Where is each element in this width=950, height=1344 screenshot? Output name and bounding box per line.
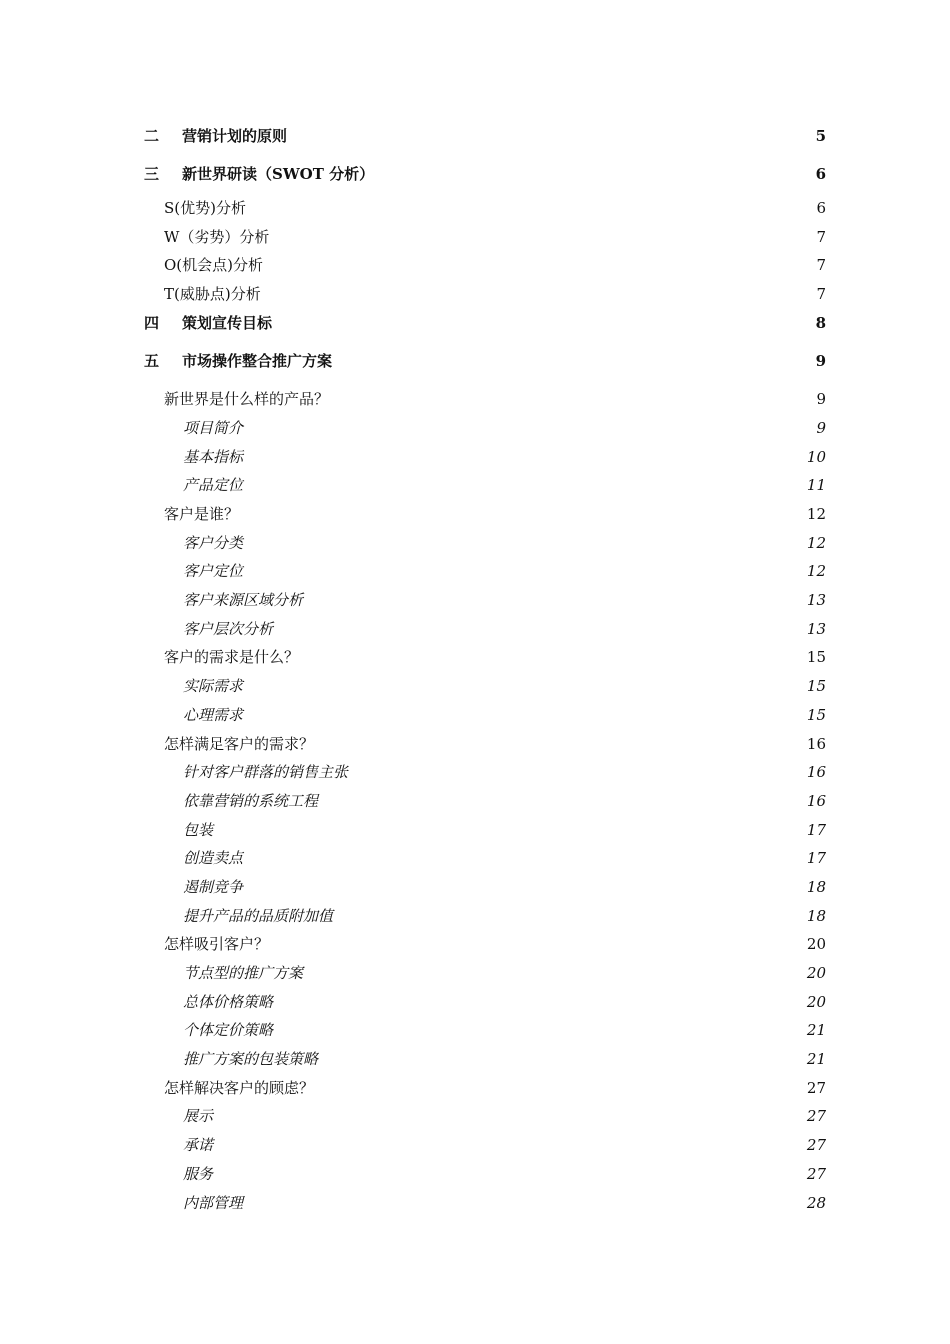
toc-entry-page: 12 — [806, 533, 826, 552]
toc-entry[interactable] — [144, 1131, 826, 1160]
toc-entry-title: 创造卖点 — [183, 849, 244, 868]
toc-entry-number: 五 — [144, 351, 160, 370]
toc-entry-title: 策划宣传目标 — [182, 313, 273, 332]
toc-entry-title: 客户层次分析 — [183, 619, 274, 638]
toc-entry-page: 12 — [806, 562, 826, 581]
toc-entry[interactable] — [144, 730, 826, 759]
toc-entry-page: 16 — [806, 763, 826, 782]
toc-entry-title: 节点型的推广方案 — [183, 964, 304, 983]
toc-entry[interactable] — [144, 558, 826, 587]
toc-entry[interactable] — [144, 500, 826, 529]
toc-entry-page: 13 — [806, 591, 826, 610]
toc-entry-title: O(机会点)分析 — [164, 256, 264, 275]
toc-entry[interactable] — [144, 1045, 826, 1074]
toc-entry[interactable] — [144, 644, 826, 673]
toc-entry-page: 28 — [806, 1193, 826, 1212]
toc-entry-page: 18 — [806, 906, 826, 925]
toc-entry-page: 16 — [806, 791, 826, 810]
toc-entry[interactable] — [144, 1189, 826, 1218]
toc-entry-title: 提升产品的品质附加值 — [183, 906, 334, 925]
toc-entry[interactable] — [144, 1160, 826, 1189]
toc-entry-page: 9 — [816, 418, 826, 437]
toc-entry-title: W（劣势）分析 — [164, 227, 270, 246]
toc-entry[interactable] — [144, 988, 826, 1017]
toc-entry-number: 二 — [144, 126, 160, 145]
toc-entry[interactable] — [144, 1103, 826, 1132]
toc-entry-title: 展示 — [183, 1107, 214, 1126]
toc-entry[interactable] — [144, 816, 826, 845]
toc-entry-title: 基本指标 — [183, 447, 244, 466]
toc-entry-title: 服务 — [183, 1164, 214, 1183]
toc-entry-title: 心理需求 — [183, 705, 244, 724]
toc-entry-title: 新世界是什么样的产品？ — [164, 390, 330, 409]
toc-entry-page: 8 — [815, 313, 826, 332]
toc-entry[interactable] — [144, 529, 826, 558]
toc-entry[interactable] — [144, 280, 826, 309]
toc-entry[interactable] — [144, 385, 826, 414]
toc-entry-title: 客户来源区域分析 — [183, 591, 304, 610]
toc-entry-left — [144, 313, 273, 332]
toc-entry-page: 7 — [816, 227, 826, 246]
toc-entry-title: 营销计划的原则 — [182, 126, 288, 145]
toc-entry-page: 7 — [816, 256, 826, 275]
toc-entry[interactable] — [144, 787, 826, 816]
toc-entry-page: 13 — [806, 619, 826, 638]
table-of-contents — [144, 117, 826, 1217]
toc-entry[interactable] — [144, 959, 826, 988]
toc-entry-left — [144, 351, 333, 370]
toc-entry[interactable] — [144, 758, 826, 787]
toc-entry[interactable] — [144, 844, 826, 873]
toc-entry[interactable] — [144, 472, 826, 501]
toc-entry-title: 产品定位 — [183, 476, 244, 495]
toc-entry-page: 15 — [806, 677, 826, 696]
toc-entry-page: 5 — [815, 126, 826, 145]
toc-entry[interactable] — [144, 586, 826, 615]
toc-entry[interactable] — [144, 223, 826, 252]
toc-entry-page: 21 — [806, 1050, 826, 1069]
toc-entry-page: 15 — [806, 648, 826, 667]
toc-entry-page: 6 — [815, 165, 826, 184]
toc-entry-title: 承诺 — [183, 1136, 214, 1155]
toc-entry-left — [144, 126, 288, 145]
toc-entry[interactable] — [144, 117, 826, 156]
toc-entry-page: 17 — [806, 820, 826, 839]
toc-entry[interactable] — [144, 873, 826, 902]
toc-entry[interactable] — [144, 414, 826, 443]
toc-entry-title: 个体定价策略 — [183, 1021, 274, 1040]
toc-entry[interactable] — [144, 1017, 826, 1046]
toc-entry-title: 项目简介 — [183, 418, 244, 437]
toc-entry-page: 11 — [806, 476, 826, 495]
toc-entry-title: 怎样吸引客户？ — [164, 935, 270, 954]
toc-entry-title: 实际需求 — [183, 677, 244, 696]
toc-entry-title: 针对客户群落的销售主张 — [183, 763, 349, 782]
toc-entry-page: 16 — [806, 734, 826, 753]
toc-entry-page: 9 — [815, 351, 826, 370]
toc-entry[interactable] — [144, 672, 826, 701]
toc-entry-page: 27 — [806, 1164, 826, 1183]
toc-entry-page: 7 — [816, 284, 826, 303]
toc-entry-page: 27 — [806, 1078, 826, 1097]
toc-entry[interactable] — [144, 931, 826, 960]
toc-entry-title: 遏制竞争 — [183, 877, 244, 896]
toc-entry-title: 总体价格策略 — [183, 992, 274, 1011]
toc-entry-title: 客户是谁？ — [164, 505, 240, 524]
toc-entry-page: 27 — [806, 1136, 826, 1155]
toc-entry-page: 12 — [806, 505, 826, 524]
toc-entry-page: 6 — [816, 198, 826, 217]
toc-entry-page: 20 — [806, 935, 826, 954]
toc-entry[interactable] — [144, 701, 826, 730]
toc-entry-title: 客户的需求是什么？ — [164, 648, 300, 667]
toc-entry-page: 17 — [806, 849, 826, 868]
toc-entry[interactable] — [144, 337, 826, 385]
toc-entry-title: 包装 — [183, 820, 214, 839]
toc-entry-title: 怎样解决客户的顾虑？ — [164, 1078, 315, 1097]
toc-entry[interactable] — [144, 251, 826, 280]
toc-entry[interactable] — [144, 443, 826, 472]
toc-entry[interactable] — [144, 902, 826, 931]
toc-entry-page: 10 — [806, 447, 826, 466]
toc-entry-number: 四 — [144, 313, 160, 332]
toc-entry-title: 客户定位 — [183, 562, 244, 581]
toc-entry-page: 21 — [806, 1021, 826, 1040]
toc-entry-left — [144, 167, 374, 182]
toc-entry-title: 推广方案的包装策略 — [183, 1050, 319, 1069]
toc-entry[interactable] — [144, 194, 826, 223]
toc-entry-title: T(威胁点)分析 — [164, 284, 261, 303]
toc-entry-title: 怎样满足客户的需求？ — [164, 734, 315, 753]
toc-entry[interactable] — [144, 156, 826, 195]
toc-entry-page: 9 — [816, 390, 826, 409]
toc-entry-title: S(优势)分析 — [164, 198, 246, 217]
toc-entry-number: 三 — [144, 165, 160, 184]
toc-entry-page: 15 — [806, 705, 826, 724]
toc-entry-page: 18 — [806, 877, 826, 896]
toc-entry-title: 新世界研读（SWOT 分析） — [182, 165, 375, 184]
toc-entry-title: 市场操作整合推广方案 — [182, 351, 333, 370]
toc-entry[interactable] — [144, 615, 826, 644]
toc-entry-title: 客户分类 — [183, 533, 244, 552]
toc-entry[interactable] — [144, 309, 826, 338]
toc-entry-page: 27 — [806, 1107, 826, 1126]
toc-entry-title: 内部管理 — [183, 1193, 244, 1212]
toc-entry-page: 20 — [806, 964, 826, 983]
toc-entry-title: 依靠营销的系统工程 — [183, 791, 319, 810]
toc-entry[interactable] — [144, 1074, 826, 1103]
toc-entry-page: 20 — [806, 992, 826, 1011]
